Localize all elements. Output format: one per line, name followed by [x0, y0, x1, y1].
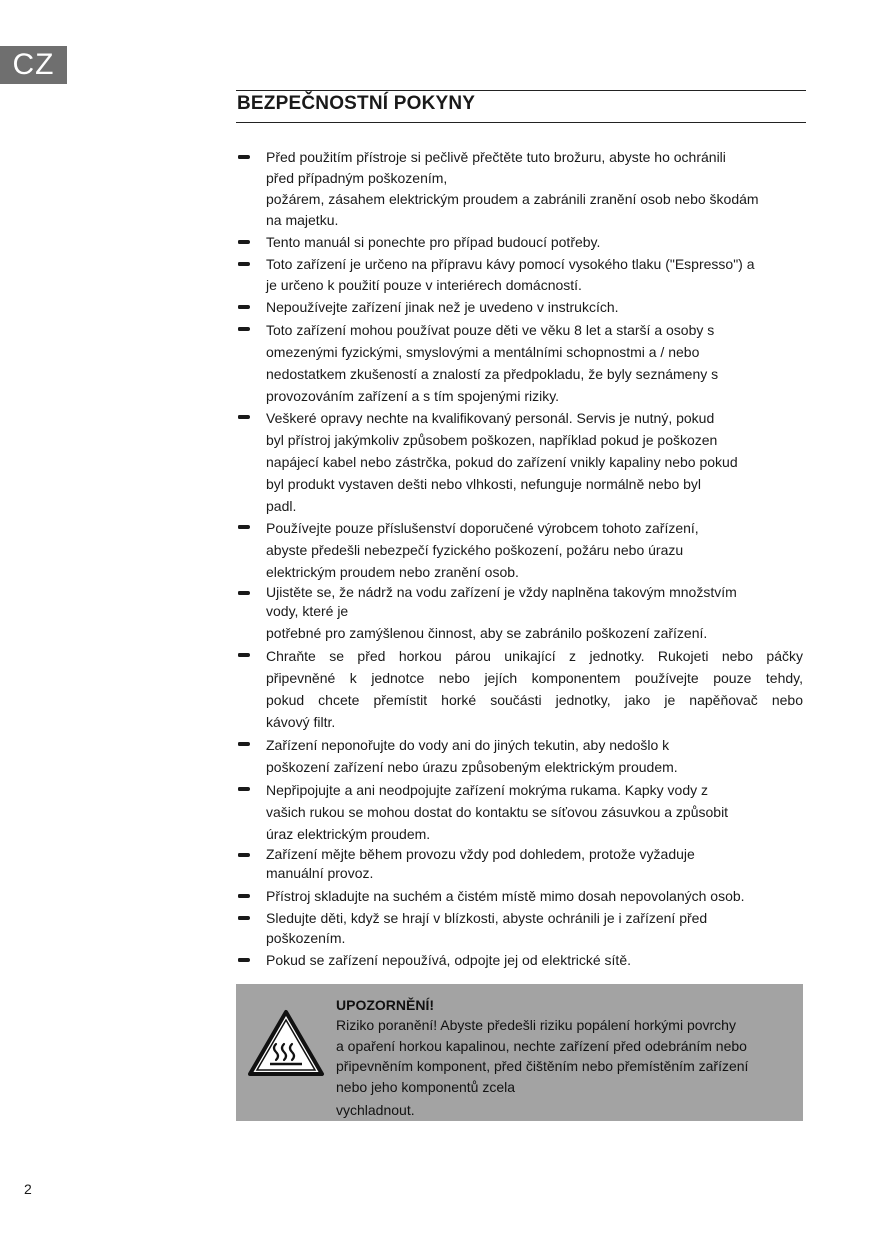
- bullet-dash-icon: [238, 787, 250, 791]
- bullet-dash-icon: [238, 916, 250, 920]
- bullet-dash-icon: [238, 958, 250, 962]
- list-item: Toto zařízení je určeno na přípravu kávy pomocí vysokého tlaku ("Espresso") a je určeno k použití pouze v interiérech domácností.: [238, 254, 803, 296]
- list-item: Ujistěte se, že nádrž na vodu zařízení je vždy naplněna takovým množstvím vody, které je potřebné pro zamýšlenou činnost, aby se zabránilo poškození zařízení.: [238, 583, 803, 645]
- list-item: Toto zařízení mohou používat pouze děti ve věku 8 let a starší a osoby s omezenými fyzickými, smyslovými a mentálními schopnostmi a / nebo nedostatkem zkušeností a znalostí za předpokladu, že byly seznámeny s provozováním zařízení a s tím spojenými riziky.: [238, 319, 803, 407]
- warning-box: [236, 984, 803, 1121]
- list-item: Chraňte se před horkou párou unikající z jednotky. Rukojeti nebo páčky připevněné k jednotce nebo jejích komponentem používejte pouze tehdy, pokud chcete přemístit horké součásti jednotky, jako je napěňovač nebo kávový filtr.: [238, 645, 803, 733]
- bullet-dash-icon: [238, 305, 250, 309]
- bullet-dash-icon: [238, 894, 250, 898]
- bullet-dash-icon: [238, 742, 250, 746]
- list-item: Sledujte děti, když se hrají v blízkosti, abyste ochránili je i zařízení před poškozením.: [238, 908, 803, 948]
- safety-instructions-list: [238, 147, 803, 971]
- list-item: Veškeré opravy nechte na kvalifikovaný personál. Servis je nutný, pokud byl přístroj jakýmkoliv způsobem poškozen, například pokud je poškozen napájecí kabel nebo zástrčka, pokud do zařízení vnikly kapaliny nebo pokud byl produkt vystaven dešti nebo vlhkosti, nefunguje normálně nebo byl padl.: [238, 407, 803, 517]
- bullet-dash-icon: [238, 653, 250, 657]
- bullet-dash-icon: [238, 155, 250, 159]
- bullet-dash-icon: [238, 262, 250, 266]
- bullet-dash-icon: [238, 240, 250, 244]
- bullet-dash-icon: [238, 525, 250, 529]
- warning-title: UPOZORNĚNÍ!: [336, 997, 434, 1013]
- page-title: BEZPEČNOSTNÍ POKYNY: [237, 93, 476, 114]
- warning-text: UPOZORNĚNÍ! Riziko poranění! Abyste předešli riziku popálení horkými povrchy a opaření horkou kapalinou, nechte zařízení před odebráním nebo připevněním komponent, před čištěním nebo přemístěním zařízení nebo jeho komponentů zcela vychladnout.: [336, 995, 791, 1123]
- list-item: Přístroj skladujte na suchém a čistém místě mimo dosah nepovolaných osob.: [238, 886, 803, 907]
- list-item: Zařízení mějte během provozu vždy pod dohledem, protože vyžaduje manuální provoz.: [238, 845, 803, 883]
- bullet-dash-icon: [238, 415, 250, 419]
- bullet-dash-icon: [238, 853, 250, 857]
- bullet-dash-icon: [238, 327, 250, 331]
- list-item: Zařízení neponořujte do vody ani do jiných tekutin, aby nedošlo k poškození zařízení nebo úrazu způsobeným elektrickým proudem.: [238, 734, 803, 778]
- list-item: Tento manuál si ponechte pro případ budoucí potřeby.: [238, 232, 803, 253]
- language-tab: CZ: [0, 46, 67, 84]
- list-item: Pokud se zařízení nepoužívá, odpojte jej od elektrické sítě.: [238, 950, 803, 971]
- list-item: Nepoužívejte zařízení jinak než je uvedeno v instrukcích.: [238, 297, 803, 318]
- list-item: Používejte pouze příslušenství doporučené výrobcem tohoto zařízení, abyste předešli nebezpečí fyzického poškození, požáru nebo úrazu elektrickým proudem nebo zranění osob.: [238, 517, 803, 583]
- bullet-dash-icon: [238, 591, 250, 595]
- section-header: [236, 90, 806, 123]
- list-item: Nepřipojujte a ani neodpojujte zařízení mokrýma rukama. Kapky vody z vašich rukou se mohou dostat do kontaktu se síťovou zásuvkou a způsobit úraz elektrickým proudem.: [238, 779, 803, 845]
- hot-surface-warning-icon: [247, 1008, 325, 1083]
- page-number: 2: [24, 1181, 32, 1197]
- list-item: Před použitím přístroje si pečlivě přečtěte tuto brožuru, abyste ho ochránili před případným poškozením, požárem, zásahem elektrickým proudem a zabránili zranění osob nebo škodám na majetku.: [238, 147, 803, 231]
